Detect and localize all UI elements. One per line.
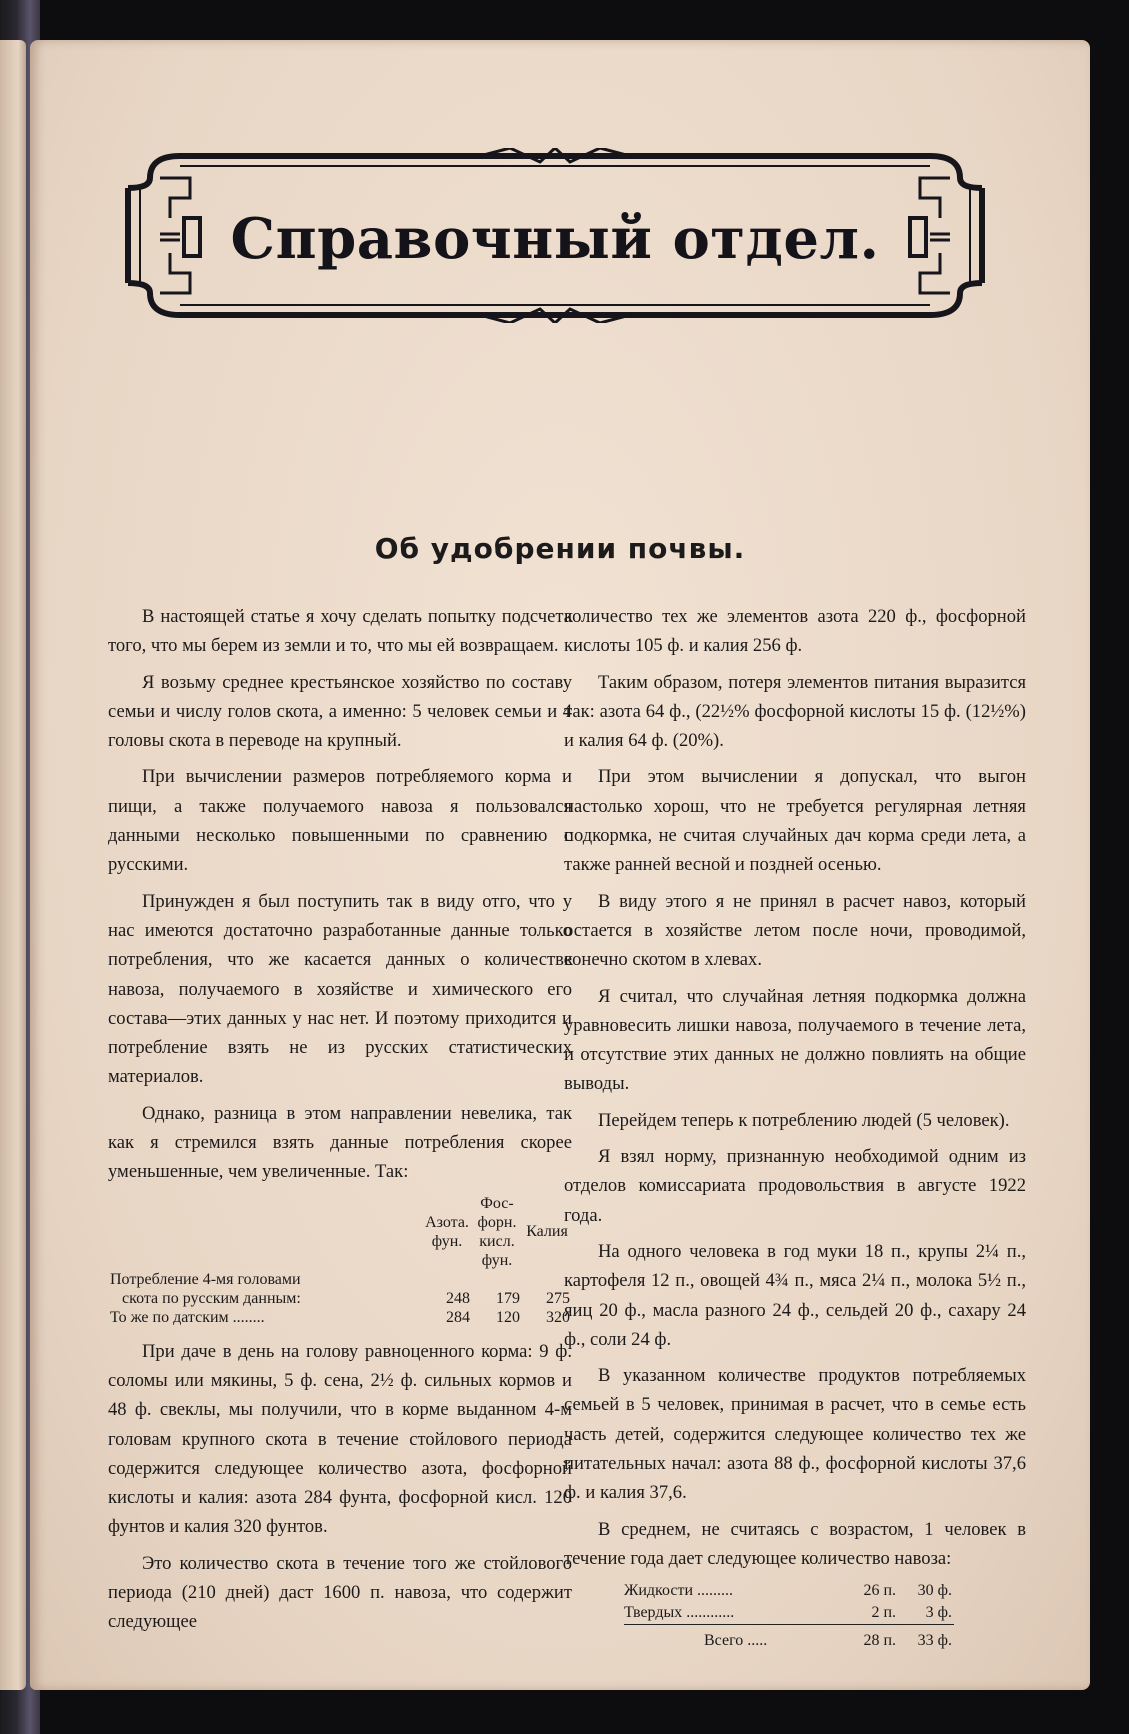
paragraph: Таким образом, потеря элементов питания выразится так: азота 64 ф., (22½% фосфорной кислоты 15 ф. (12½%) и калия 64 ф. (20%).	[564, 671, 1026, 752]
paragraph: Однако, разница в этом направлении невелика, так как я стремился взять данные потребления скорее уменьшенные, чем увеличенные. Так:	[108, 1102, 572, 1183]
paragraph: Перейдем теперь к потреблению людей (5 человек).	[598, 1109, 1010, 1131]
paragraph: При этом вычислении я допускал, что выгон настолько хорош, что не требуется регулярная летняя подкормка, не считая случайных дач корма среди лета, а также ранней весной и поздней осенью.	[564, 766, 1026, 876]
table-row: Твердых ............ 2 п. 3 ф.	[624, 1604, 952, 1622]
paragraph: На одного человека в год муки 18 п., крупы 2¼ п., картофеля 12 п., овощей 4¾ п., мяса 2¼ п., молока 5½ п., яиц 20 ф., масла разного 24 ф., сельдей 20 ф., сахару 24 ф., соли 24 ф.	[564, 1240, 1026, 1350]
paragraph: В среднем, не считаясь с возрастом, 1 человек в течение года дает следующее количество навоза:	[564, 1518, 1026, 1569]
column-header-nitrogen: Азота. фун.	[425, 1213, 469, 1250]
section-banner	[120, 148, 990, 323]
left-column	[108, 602, 572, 1644]
article-title: Об удобрении почвы.	[374, 532, 746, 565]
paragraph: Я взял норму, признанную необходимой одним из отделов комиссариата продовольствия в августе 1922 года.	[564, 1146, 1026, 1226]
table-row-total: Всего ..... 28 п. 33 ф.	[624, 1625, 954, 1653]
section-title: Справочный отдел.	[230, 206, 880, 272]
paragraph: количество тех же элементов азота 220 ф., фосфорной кислоты 105 ф. и калия 256 ф.	[564, 606, 1026, 657]
table-row: То же по датским ........ 284 120 320	[110, 1308, 570, 1326]
column-header-phosphoric: Фос- форн. кисл. фун.	[477, 1194, 517, 1269]
paragraph: В виду этого я не принял в расчет навоз, который остается в хозяйстве летом после ночи, проводимой, конечно скотом в хлевах.	[564, 890, 1026, 971]
consumption-table	[108, 1194, 572, 1327]
manure-table	[624, 1580, 954, 1652]
paragraph: Это количество скота в течение того же стойлового периода (210 дней) даст 1600 п. навоза, что содержит следующее	[108, 1552, 572, 1633]
paragraph: Я считал, что случайная летняя подкормка должна уравновесить лишки навоза, получаемого в течение лета, и отсутствие этих данных не должно повлиять на общие выводы.	[564, 985, 1026, 1095]
column-header-potassium: Калия	[526, 1223, 568, 1241]
paragraph: При вычислении размеров потребляемого корма и пищи, а также получаемого навоза я пользовался данными несколько повышенными по сравнению с русскими.	[108, 766, 572, 876]
previous-page-edge	[0, 40, 26, 1690]
paragraph: В настоящей статье я хочу сделать попытку подсчета того, что мы берем из земли и то, что мы ей возвращаем.	[108, 606, 572, 657]
table-row: скота по русским данным: 248 179 275	[122, 1289, 570, 1307]
right-column	[564, 602, 1026, 1652]
paragraph: Принужден я был поступить так в виду отго, что у нас имеются достаточно разработанные данные только потребления, что же касается данных о количестве навоза, получаемого в хозяйстве и химического его состава—этих данных у нас нет. И поэтому приходится и потребление взять не из русских статистических материалов.	[108, 890, 572, 1088]
paragraph: В указанном количестве продуктов потребляемых семьей в 5 человек, принимая в расчет, что в семье есть часть детей, содержится следующее количество тех же питательных начал: азота 88 ф., фосфорной кислоты 37,6 ф. и калия 37,6.	[564, 1365, 1026, 1504]
paragraph: При даче в день на голову равноценного корма: 9 ф. соломы или мякины, 5 ф. сена, 2½ ф. сильных кормов и 48 ф. свеклы, мы получили, что в корме выданном 4-м головам крупного скота в течение стойлового периода содержится следующее количество азота, фосфорной кислоты и калия: азота 284 фунта, фосфорной кисл. 120 фунтов и калия 320 фунтов.	[108, 1340, 572, 1538]
table-row: Потребление 4-мя головами	[110, 1270, 301, 1288]
table-row: Жидкости ......... 26 п. 30 ф.	[624, 1582, 952, 1600]
book-page	[30, 40, 1090, 1690]
paragraph: Я возьму среднее крестьянское хозяйство по составу семьи и числу голов скота, а именно: 5 человек семьи и 4 головы скота в переводе на крупный.	[108, 671, 572, 752]
